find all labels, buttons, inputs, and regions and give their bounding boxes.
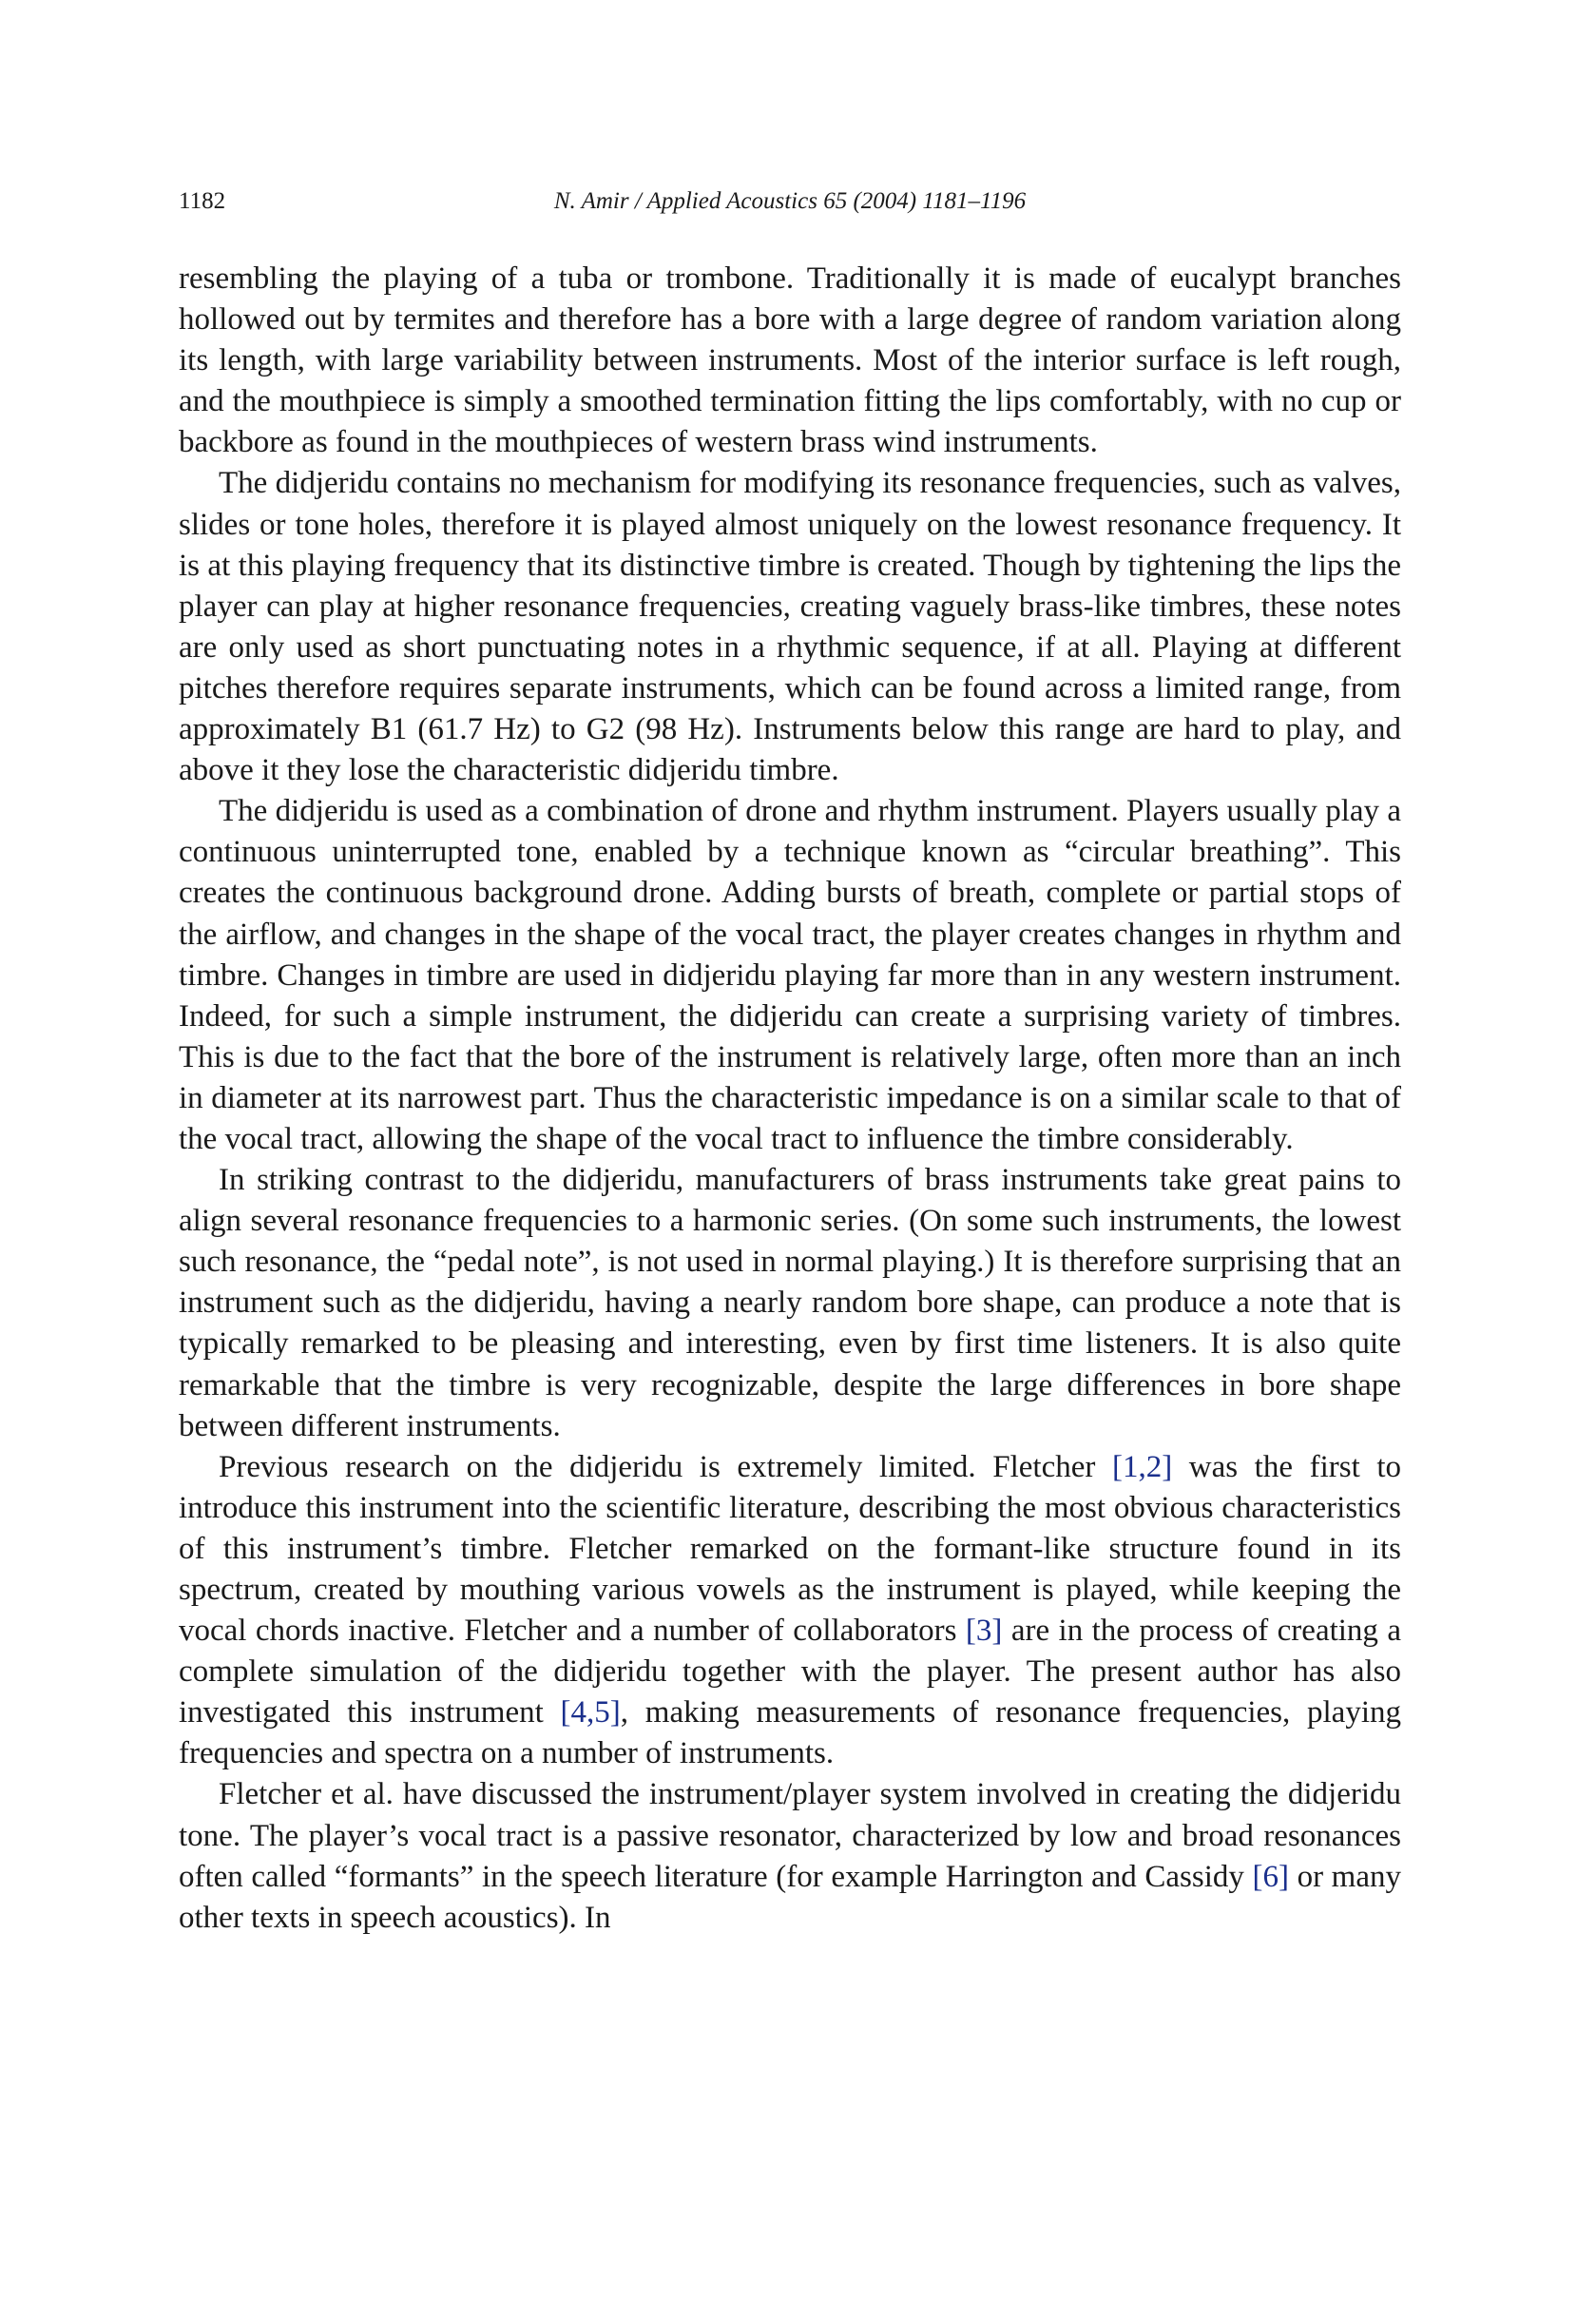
paragraph-6-text-2: or many other texts in speech acoustics). In: [179, 1859, 1401, 1935]
paragraph-5-text-2: was the first to introduce this instrument into the scientific literature, describing the most obvious characteristics of this instrument’s timbre. Fletcher remarked on the formant-like structure found in its spectrum, created by mouthing various vowels as the instrument is played, while keeping the vocal chords inactive. Fletcher and a number of collaborators: [179, 1449, 1401, 1649]
paragraph-5-text-1: Previous research on the didjeridu is extremely limited. Fletcher: [219, 1449, 1112, 1484]
citation-link-6[interactable]: [6]: [1252, 1859, 1289, 1894]
article-body: [179, 259, 1401, 1939]
paragraph-1: resembling the playing of a tuba or trombone. Traditionally it is made of eucalypt branches hollowed out by termites and therefore has a bore with a large degree of random variation along its length, with large variability between instruments. Most of the interior surface is left rough, and the mouthpiece is simply a smoothed termination fitting the lips comfortably, with no cup or backbore as found in the mouthpieces of western brass wind instruments.: [179, 261, 1401, 460]
paragraph-4: In striking contrast to the didjeridu, manufacturers of brass instruments take great pains to align several resonance frequencies to a harmonic series. (On some such instruments, the lowest such resonance, the “pedal note”, is not used in normal playing.) It is therefore surprising that an instrument such as the didjeridu, having a nearly random bore shape, can produce a note that is typically remarked to be pleasing and interesting, even by first time listeners. It is also quite remarkable that the timbre is very recognizable, despite the large differences in bore shape between different instruments.: [179, 1163, 1401, 1443]
journal-reference: N. Amir / Applied Acoustics 65 (2004) 1181–1196: [553, 188, 1027, 214]
citation-link-3[interactable]: [3]: [965, 1614, 1003, 1649]
citation-link-1-2[interactable]: [1,2]: [1111, 1449, 1173, 1484]
paragraph-5: [179, 1447, 1401, 1775]
paragraph-6-text-1: Fletcher et al. have discussed the instrument/player system involved in creating the didjeridu tone. The player’s vocal tract is a passive resonator, characterized by low and broad resonances often called “formants” in the speech literature (for example Harrington and Cassidy: [179, 1777, 1401, 1894]
paragraph-2: The didjeridu contains no mechanism for modifying its resonance frequencies, such as valves, slides or tone holes, therefore it is played almost uniquely on the lowest resonance frequency. It is at this playing frequency that its distinctive timbre is created. Though by tightening the lips the player can play at higher resonance frequencies, creating vaguely brass-like timbres, these notes are only used as short punctuating notes in a rhythmic sequence, if at all. Playing at different pitches therefore requires separate instruments, which can be found across a limited range, from approximately B1 (61.7 Hz) to G2 (98 Hz). Instruments below this range are hard to play, and above it they lose the characteristic didjeridu timbre.: [179, 466, 1401, 788]
page-number: 1182: [179, 188, 226, 214]
paragraph-6: [179, 1774, 1401, 1938]
paragraph-3: The didjeridu is used as a combination of drone and rhythm instrument. Players usually play a continuous uninterrupted tone, enabled by a technique known as “circular breathing”. This creates the continuous background drone. Adding bursts of breath, complete or partial stops of the airflow, and changes in the shape of the vocal tract, the player creates changes in rhythm and timbre. Changes in timbre are used in didjeridu playing far more than in any western instrument. Indeed, for such a simple instrument, the didjeridu can create a surprising variety of timbres. This is due to the fact that the bore of the instrument is relatively large, often more than an inch in diameter at its narrowest part. Thus the characteristic impedance is on a similar scale to that of the vocal tract, allowing the shape of the vocal tract to influence the timbre considerably.: [179, 794, 1401, 1156]
paragraph-5-text-3: are in the process of creating a complete simulation of the didjeridu together with the player. The present author has also investigated this instrument: [179, 1614, 1401, 1730]
citation-link-4-5[interactable]: [4,5]: [560, 1695, 621, 1730]
running-head: [179, 186, 1401, 217]
paragraph-5-text-4: , making measurements of resonance frequencies, playing frequencies and spectra on a number of instruments.: [179, 1695, 1401, 1771]
